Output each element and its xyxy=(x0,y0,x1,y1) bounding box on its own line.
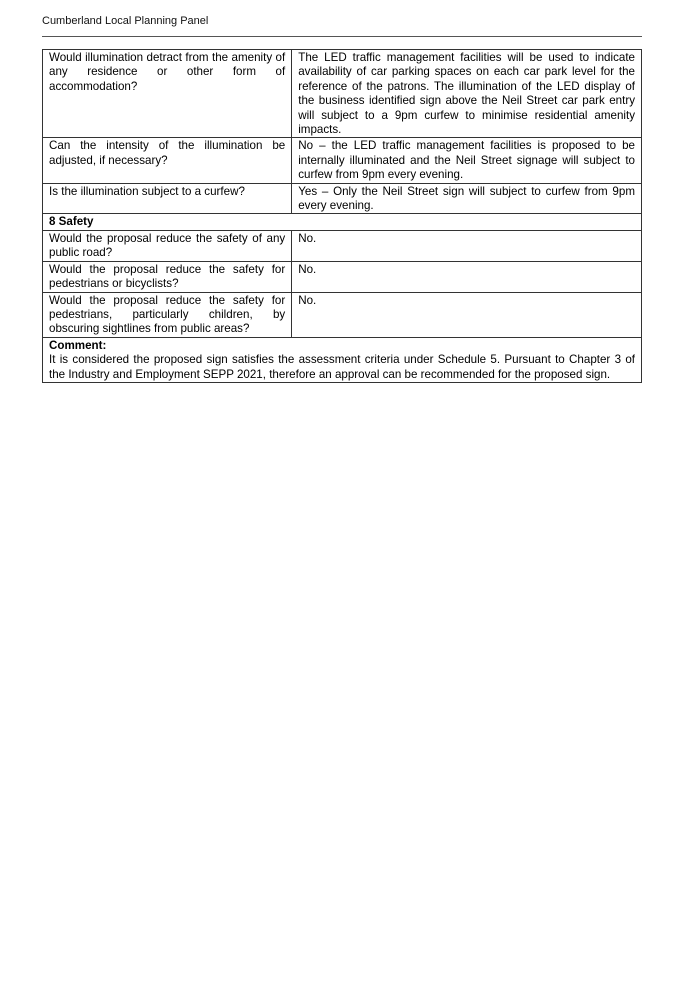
assessment-table xyxy=(42,49,642,383)
comment-row xyxy=(43,337,642,382)
comment-cell xyxy=(43,337,642,382)
comment-text: It is considered the proposed sign satisfies the assessment criteria under Schedule 5. Pursuant to Chapter 3 of the Industry and Employment SEPP 2021, therefore an approval can be recommended for the proposed sign. xyxy=(49,353,635,381)
question-cell: Would the proposal reduce the safety for pedestrians or bicyclists? xyxy=(43,261,292,292)
header-divider xyxy=(42,36,642,37)
answer-cell: No. xyxy=(292,230,642,261)
question-cell: Would illumination detract from the amenity of any residence or other form of accommodation? xyxy=(43,50,292,138)
answer-cell: Yes – Only the Neil Street sign will subject to curfew from 9pm every evening. xyxy=(292,183,642,214)
table-row xyxy=(43,183,642,214)
answer-cell: No. xyxy=(292,292,642,337)
question-cell: Would the proposal reduce the safety of any public road? xyxy=(43,230,292,261)
page-header-title: Cumberland Local Planning Panel xyxy=(42,15,209,27)
safety-section-title: 8 Safety xyxy=(43,214,642,230)
answer-cell: No. xyxy=(292,261,642,292)
table-row xyxy=(43,230,642,261)
table-row xyxy=(43,261,642,292)
question-cell: Can the intensity of the illumination be adjusted, if necessary? xyxy=(43,138,292,183)
table-row xyxy=(43,50,642,138)
comment-label: Comment: xyxy=(49,338,107,352)
question-cell: Would the proposal reduce the safety for pedestrians, particularly children, by obscuring sightlines from public areas? xyxy=(43,292,292,337)
table-row xyxy=(43,138,642,183)
table-row xyxy=(43,292,642,337)
answer-cell: The LED traffic management facilities will be used to indicate availability of car parking spaces on each car park level for the reference of the patrons. The illumination of the LED display of the business identified sign above the Neil Street car park entry will subject to a 9pm curfew to minimise residential amenity impacts. xyxy=(292,50,642,138)
section-heading-row xyxy=(43,214,642,230)
answer-cell: No – the LED traffic management facilities is proposed to be internally illuminated and the Neil Street signage will subject to curfew from 9pm every evening. xyxy=(292,138,642,183)
question-cell: Is the illumination subject to a curfew? xyxy=(43,183,292,214)
